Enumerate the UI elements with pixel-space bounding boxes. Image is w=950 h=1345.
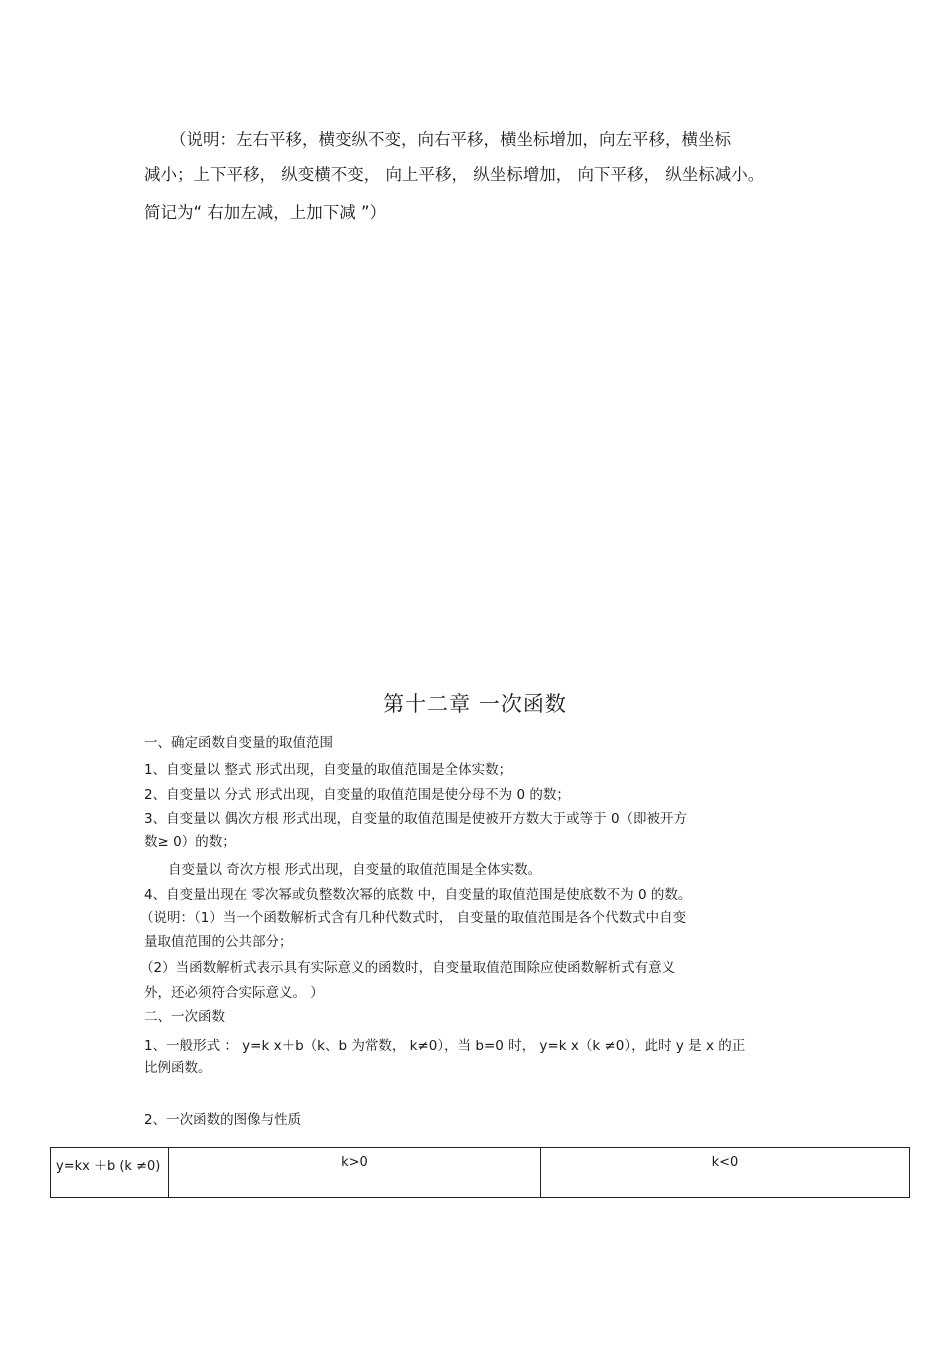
table-row [51, 1148, 910, 1198]
table-header-k-negative: k<0 [541, 1148, 910, 1198]
table-header-k-positive: k>0 [169, 1148, 541, 1198]
note-combined-expr: （说明：（1）当一个函数解析式含有几种代数式时， 自变量的取值范围是各个代数式中自变 [140, 910, 687, 926]
section-heading-variable-range: 一、确定函数自变量的取值范围 [144, 735, 333, 751]
rule-even-root-cont: 数≥ 0）的数； [144, 834, 236, 850]
rule-polynomial: 1、自变量以 整式 形式出现，自变量的取值范围是全体实数； [144, 762, 513, 778]
general-form: 1、一般形式 ： y=k x＋b（k、b 为常数， k≠0），当 b=0 时， y=k x（k ≠0），此时 y 是 x 的正 [144, 1038, 746, 1054]
rule-even-root: 3、自变量以 偶次方根 形式出现，自变量的取值范围是使被开方数大于或等于 0（即被开方 [144, 811, 688, 827]
graph-properties-heading: 2、一次函数的图像与性质 [144, 1112, 302, 1128]
intro-note-line-2: 减小；上下平移， 纵变横不变， 向上平移， 纵坐标增加， 向下平移， 纵坐标减小。 [144, 165, 765, 184]
note-combined-expr-cont: 量取值范围的公共部分； [144, 934, 293, 950]
intro-note-line-1: （说明：左右平移，横变纵不变，向右平移，横坐标增加，向左平移，横坐标 [170, 130, 731, 149]
section-heading-linear-function: 二、一次函数 [144, 1009, 225, 1025]
properties-table [50, 1147, 910, 1198]
intro-note-line-3: 简记为“ 右加左减，上加下减 ”） [144, 203, 387, 222]
chapter-title: 第十二章 一次函数 [383, 692, 567, 716]
rule-zero-power: 4、自变量出现在 零次幂或负整数次幂的底数 中，自变量的取值范围是使底数不为 0 的数。 [144, 887, 692, 903]
note-practical-meaning-cont: 外，还必须符合实际意义。 ） [144, 985, 324, 1001]
rule-odd-root: 自变量以 奇次方根 形式出现，自变量的取值范围是全体实数。 [168, 862, 542, 878]
table-header-function: y=kx ＋b (k ≠0) [51, 1148, 169, 1198]
note-practical-meaning: （2）当函数解析式表示具有实际意义的函数时，自变量取值范围除应使函数解析式有意义 [140, 960, 676, 976]
general-form-cont: 比例函数。 [144, 1060, 212, 1076]
rule-fraction: 2、自变量以 分式 形式出现，自变量的取值范围是使分母不为 0 的数； [144, 787, 570, 803]
